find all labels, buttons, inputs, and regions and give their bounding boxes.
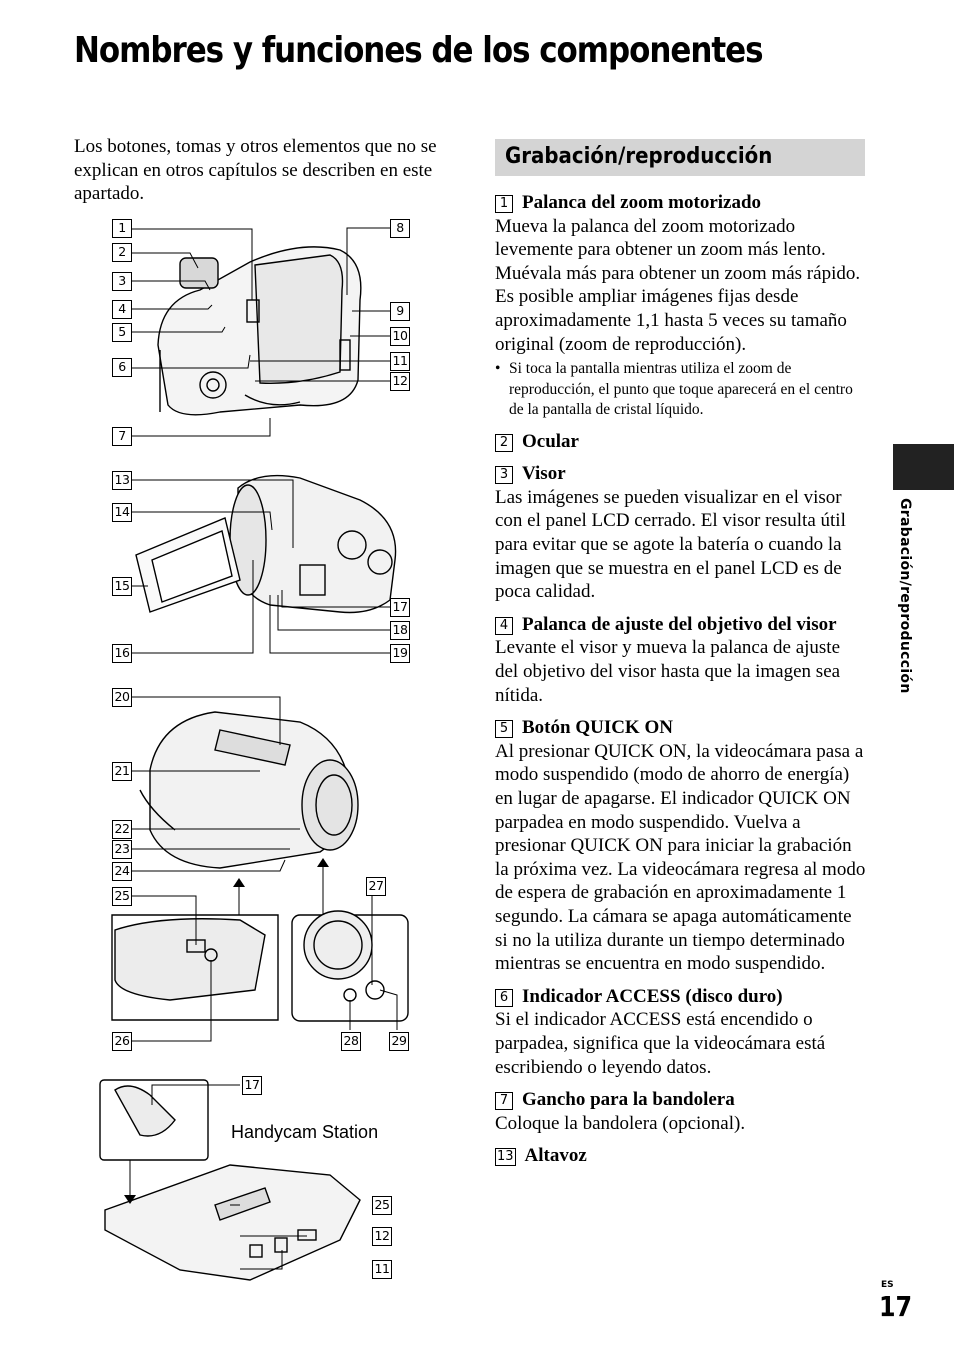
callout-number: 21 [112,762,132,781]
callout-number: 18 [390,621,410,640]
callout-number: 28 [341,1032,361,1051]
intro-paragraph: Los botones, tomas y otros elementos que no se explican en otros capítulos se describen en este apartado. [74,136,437,204]
component-title: Palanca del zoom motorizado [522,192,762,213]
callout-number: 9 [390,302,410,321]
component-title: Palanca de ajuste del objetivo del visor [522,613,837,635]
component-description: Es posible ampliar imágenes fijas desde aproximadamente 1,1 hasta 5 veces su tamaño original (zoom de reproducción). [495,286,847,355]
callout-number: 13 [112,471,132,490]
callout-number: 23 [112,840,132,859]
callout-number: 1 [112,219,132,238]
callout-number: 2 [112,243,132,262]
callout-number: 6 [112,358,132,377]
component-description: Las imágenes se pueden visualizar en el visor con el panel LCD cerrado. El visor resulta útil para evitar que se agote la batería o cuando la imagen que se muestra en el panel LCD es de poca calidad. [495,486,846,603]
component-number-badge: 3 [495,466,513,484]
callout-number: 12 [372,1227,392,1246]
component-title: Ocular [522,430,579,452]
section-title: Grabación/reproducción [505,144,773,169]
component-number-badge: 2 [495,434,513,452]
component-description: Si el indicador ACCESS está encendido o parpadea, significa que la videocámara está escribiendo o leyendo datos. [495,1009,826,1078]
callout-number: 12 [390,372,410,391]
callout-number: 17 [242,1076,262,1095]
handycam-station-caption: Handycam Station [231,1122,379,1142]
callout-number: 27 [366,877,386,896]
callout-number: 29 [389,1032,409,1051]
component-number-badge: 6 [495,989,513,1007]
callout-number: 7 [112,427,132,446]
callout-number: 8 [390,219,410,238]
callout-number: 20 [112,688,132,707]
callout-number: 17 [390,598,410,617]
page-number: 17 [879,1290,913,1323]
component-title: Indicador ACCESS (disco duro) [522,985,783,1007]
component-description: Levante el visor y mueva la palanca de ajuste del objetivo del visor hasta que la imagen sea nítida. [495,637,841,706]
side-tab-label: Grabación/reproducción [897,498,913,694]
callout-number: 11 [372,1260,392,1279]
component-number-badge: 4 [495,617,513,635]
component-title: Altavoz [524,1145,587,1167]
callout-number: 10 [390,327,410,346]
component-number-badge: 1 [495,195,513,213]
component-title: Visor [522,463,566,485]
callout-number: 24 [112,862,132,881]
component-title: Gancho para la bandolera [522,1089,735,1111]
callout-number: 11 [390,352,410,371]
callout-number: 22 [112,820,132,839]
callout-number: 4 [112,300,132,319]
component-title: Botón QUICK ON [522,717,673,739]
callout-number: 5 [112,323,132,342]
page-title: Nombres y funciones de los componentes [74,30,763,71]
callout-number: 14 [112,503,132,522]
callout-labels [92,210,422,1310]
callout-number: 19 [390,644,410,663]
component-number-badge: 13 [497,1149,514,1165]
component-number-badge: 5 [495,720,513,738]
component-description: Mueva la palanca del zoom motorizado levemente para obtener un zoom más lento. Muévala más para obtener un zoom más rápido. [495,215,861,284]
callout-number: 25 [372,1196,392,1215]
component-number-badge: 7 [495,1092,513,1110]
callout-number: 3 [112,272,132,291]
callout-number: 15 [112,577,132,596]
component-note: • Si toca la pantalla mientras utiliza el zoom de reproducción, el punto que toque aparecerá en el centro de la pantalla de cristal líquido. [495,359,867,421]
callout-number: 25 [112,887,132,906]
component-description: Al presionar QUICK ON, la videocámara pasa a modo suspendido (modo de ahorro de energía) en lugar de apagarse. El indicador QUICK ON parpadea en modo suspendido. Vuelva a presionar QUICK ON para iniciar la grabación la próxima vez. La videocámara regresa al modo de espera de grabación en aproximadamente 1 segundo. La cámara se apaga automáticamente si no la utiliza durante un tiempo determinado mientras se encuentra en modo suspendido. [495,740,866,975]
component-description: Coloque la bandolera (opcional). [495,1112,746,1134]
page-language-code: ES [881,1280,894,1290]
callout-number: 26 [112,1032,132,1051]
callout-number: 16 [112,644,132,663]
